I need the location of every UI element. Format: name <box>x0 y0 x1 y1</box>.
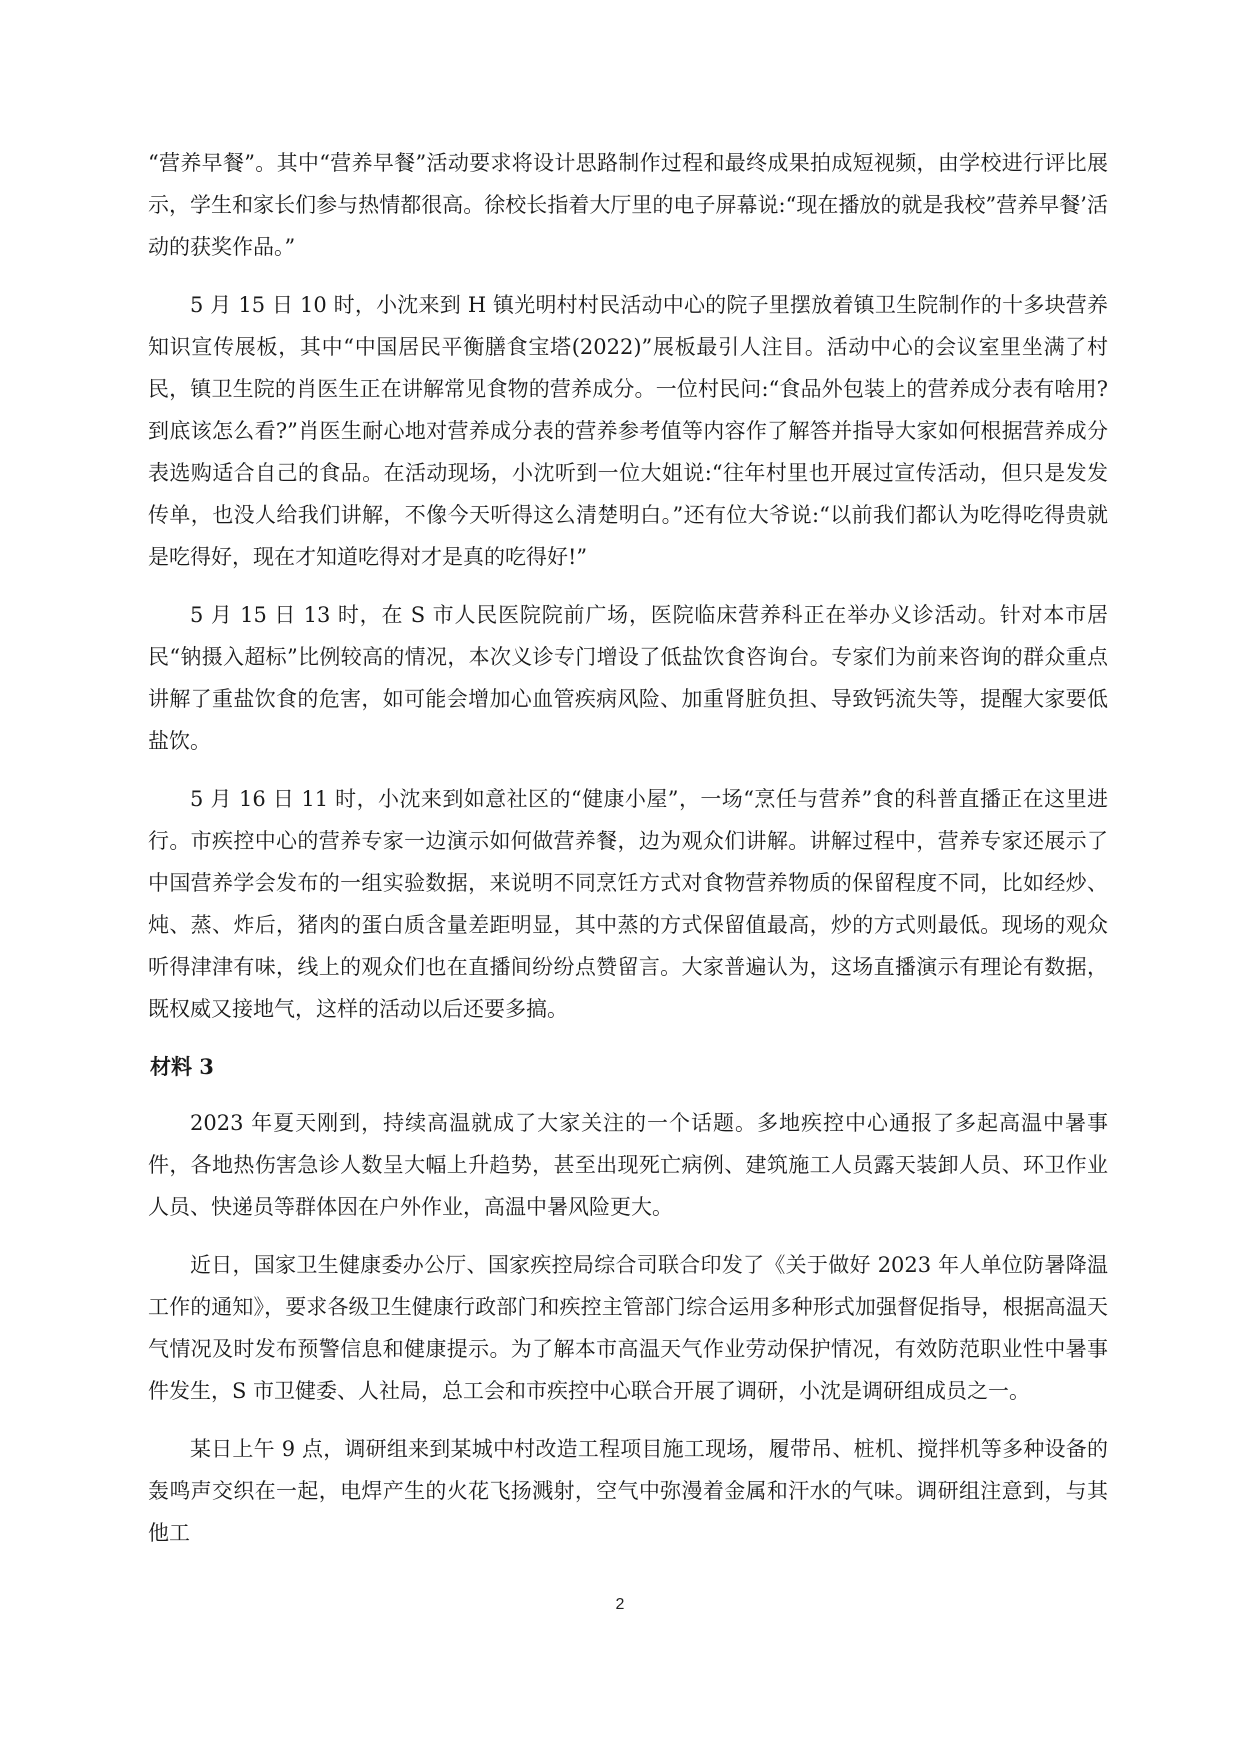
section-paragraph-3: 某日上午 9 点，调研组来到某城中村改造工程项目施工现场，履带吊、桩机、搅拌机等多种设备的轰鸣声交织在一起，电焊产生的火花飞扬溅射，空气中弥漫着金属和汗水的气味。调研组注意到，与其他工 <box>148 1437 1108 1545</box>
paragraph-2: 5 月 15 日 10 时，小沈来到 H 镇光明村村民活动中心的院子里摆放着镇卫生院制作的十多块营养知识宣传展板，其中“中国居民平衡膳食宝塔(2022)”展板最引人注目。活动中心的会议室里坐满了村民，镇卫生院的肖医生正在讲解常见食物的营养成分。一位村民问:“食品外包装上的营养成分表有啥用?到底该怎么看?”肖医生耐心地对营养成分表的营养参考值等内容作了解答并指导大家如何根据营养成分表选购适合自己的食品。在活动现场，小沈听到一位大姐说:“往年村里也开展过宣传活动，但只是发发传单，也没人给我们讲解，不像今天听得这么清楚明白。”还有位大爷说:“以前我们都认为吃得吃得贵就是吃得好，现在才知道吃得对才是真的吃得好!” <box>148 293 1108 569</box>
section-paragraph-2: 近日，国家卫生健康委办公厅、国家疾控局综合司联合印发了《关于做好 2023 年人单位防暑降温工作的通知》，要求各级卫生健康行政部门和疾控主管部门综合运用多种形式加强督促指导，根据高温天气情况及时发布预警信息和健康提示。为了解本市高温天气作业劳动保护情况，有效防范职业性中暑事件发生，S 市卫健委、人社局，总工会和市疾控中心联合开展了调研，小沈是调研组成员之一。 <box>148 1253 1108 1403</box>
paragraph-3: 5 月 15 日 13 时，在 S 市人民医院院前广场，医院临床营养科正在举办义诊活动。针对本市居民“钠摄入超标”比例较高的情况，本次义诊专门增设了低盐饮食咨询台。专家们为前来咨询的群众重点讲解了重盐饮食的危害，如可能会增加心血管疾病风险、加重肾脏负担、导致钙流失等，提醒大家要低盐饮。 <box>148 603 1108 753</box>
paragraph-4: 5 月 16 日 11 时，小沈来到如意社区的“健康小屋”，一场“烹任与营养”食的科普直播正在这里进行。市疾控中心的营养专家一边演示如何做营养餐，边为观众们讲解。讲解过程中，营养专家还展示了中国营养学会发布的一组实验数据，来说明不同烹饪方式对食物营养物质的保留程度不同，比如经炒、炖、蒸、炸后，猪肉的蛋白质含量差距明显，其中蒸的方式保留值最高，炒的方式则最低。现场的观众听得津津有味，线上的观众们也在直播间纷纷点赞留言。大家普遍认为，这场直播演示有理论有数据，既权威又接地气，这样的活动以后还要多搞。 <box>148 787 1108 1021</box>
page-number: 2 <box>615 1596 625 1613</box>
section-paragraph-1: 2023 年夏天刚到，持续高温就成了大家关注的一个话题。多地疾控中心通报了多起高温中暑事件，各地热伤害急诊人数呈大幅上升趋势，甚至出现死亡病例、建筑施工人员露天装卸人员、环卫作业人员、快递员等群体因在户外作业，高温中暑风险更大。 <box>148 1111 1108 1219</box>
paragraph-1: “营养早餐”。其中“营养早餐”活动要求将设计思路制作过程和最终成果拍成短视频，由学校进行评比展示，学生和家长们参与热情都很高。徐校长指着大厅里的电子屏幕说:“现在播放的就是我校”营养早餐’活动的获奖作品。” <box>148 151 1108 259</box>
body-text <box>148 142 1108 1570</box>
section-heading: 材料 3 <box>150 1054 214 1079</box>
